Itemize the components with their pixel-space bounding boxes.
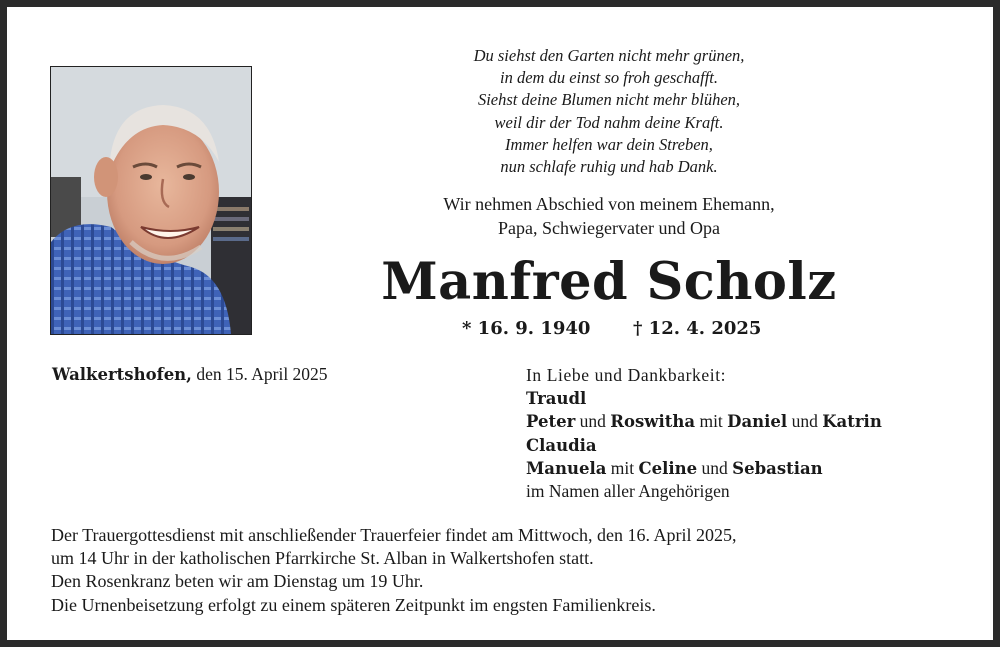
mourner-line [526, 410, 976, 433]
mourner-name: Peter [526, 412, 576, 432]
birth-date: * 16. 9. 1940 [462, 318, 591, 339]
poem-line: Siehst deine Blumen nicht mehr blühen, [477, 90, 741, 110]
mourner-line [526, 457, 976, 480]
connector: mit [610, 457, 635, 478]
mourners-closing: im Namen aller Angehörigen [526, 481, 730, 502]
mourner-name: Roswitha [610, 412, 696, 432]
poem-line: Du siehst den Garten nicht mehr grünen, [473, 46, 745, 65]
mourners-intro: In Liebe und Dankbarkeit: [526, 365, 727, 385]
place-name: Walkertshofen, [52, 365, 192, 384]
mourner-name: Celine [638, 458, 698, 478]
service-line: um 14 Uhr in der katholischen Pfarrkirche St. Alban in Walkertshofen statt. [51, 548, 594, 569]
mourner-line [526, 387, 976, 410]
mourner-name: Manuela [526, 458, 607, 478]
death-date: † 12. 4. 2025 [633, 318, 762, 339]
farewell-line: Wir nehmen Abschied von meinem Ehemann, [443, 194, 775, 214]
connector: und [579, 411, 606, 432]
farewell-line: Papa, Schwiegervater und Opa [498, 218, 720, 238]
farewell-text [359, 192, 859, 240]
mourner-name: Traudl [526, 389, 587, 409]
connector: mit [699, 411, 723, 432]
poem-line: Immer helfen war dein Streben, [505, 134, 713, 154]
poem-line: in dem du einst so froh geschafft. [500, 68, 718, 88]
service-line: Den Rosenkranz beten wir am Dienstag um 19 Uhr. [51, 571, 424, 592]
mourner-name: Daniel [727, 412, 788, 432]
poem-line: nun schlafe ruhig und hab Dank. [500, 157, 718, 177]
portrait-photo [50, 66, 252, 335]
mourner-name: Claudia [526, 435, 597, 455]
mourner-line [526, 434, 976, 457]
service-line: Der Trauergottesdienst mit anschließender Trauerfeier findet am Mittwoch, den 16. April 2025, [51, 525, 737, 545]
service-line: Die Urnenbeisetzung erfolgt zu einem späteren Zeitpunkt im engsten Familienkreis. [51, 594, 656, 615]
deceased-name: Manfred Scholz [381, 252, 837, 312]
mourners-list [526, 364, 976, 503]
place-date [52, 364, 328, 385]
poem [359, 45, 859, 178]
service-info [51, 524, 971, 617]
poem-line: weil dir der Tod nahm deine Kraft. [494, 112, 724, 132]
mourner-name: Katrin [822, 412, 882, 432]
connector: und [791, 411, 818, 432]
notice-date: den 15. April 2025 [196, 364, 328, 384]
connector: und [701, 457, 728, 478]
mourner-name: Sebastian [732, 458, 823, 478]
